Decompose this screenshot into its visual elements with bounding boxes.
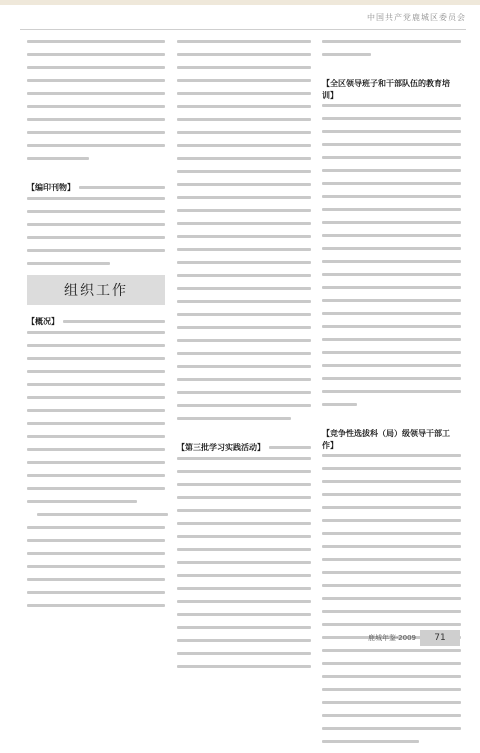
left-column: [27, 40, 165, 617]
paragraph-lead: 【第三批学习实践活动】: [177, 442, 265, 452]
paragraph-lead: 【概况】: [27, 316, 59, 326]
text-block: [27, 40, 165, 160]
page-header: [20, 12, 466, 30]
paragraph-lead: 【竞争性选拔科（局）级领导干部工作】: [322, 428, 450, 450]
header-title: 中国共产党鹿城区委员会: [367, 13, 466, 22]
page-number-box: [420, 630, 460, 646]
text-block: [177, 40, 311, 420]
section-title: 组织工作: [64, 283, 128, 299]
paragraph-competitive: [322, 427, 461, 743]
paragraph-lead: 【编印刊物】: [27, 182, 75, 192]
page-footer: [0, 630, 480, 651]
paragraph-full-cover: [322, 77, 461, 406]
paragraph-lead: 【全区领导班子和干部队伍的教育培训】: [322, 78, 450, 100]
footer-text: 鹿城年鉴·2009: [367, 634, 416, 642]
section-heading-box: [27, 275, 165, 305]
middle-column: [177, 40, 311, 678]
text-block: [322, 40, 461, 56]
paragraph-overview: [27, 315, 165, 607]
paragraph-compile-info: [27, 181, 165, 265]
top-rule: [0, 0, 480, 5]
page-number: 71: [434, 633, 446, 643]
